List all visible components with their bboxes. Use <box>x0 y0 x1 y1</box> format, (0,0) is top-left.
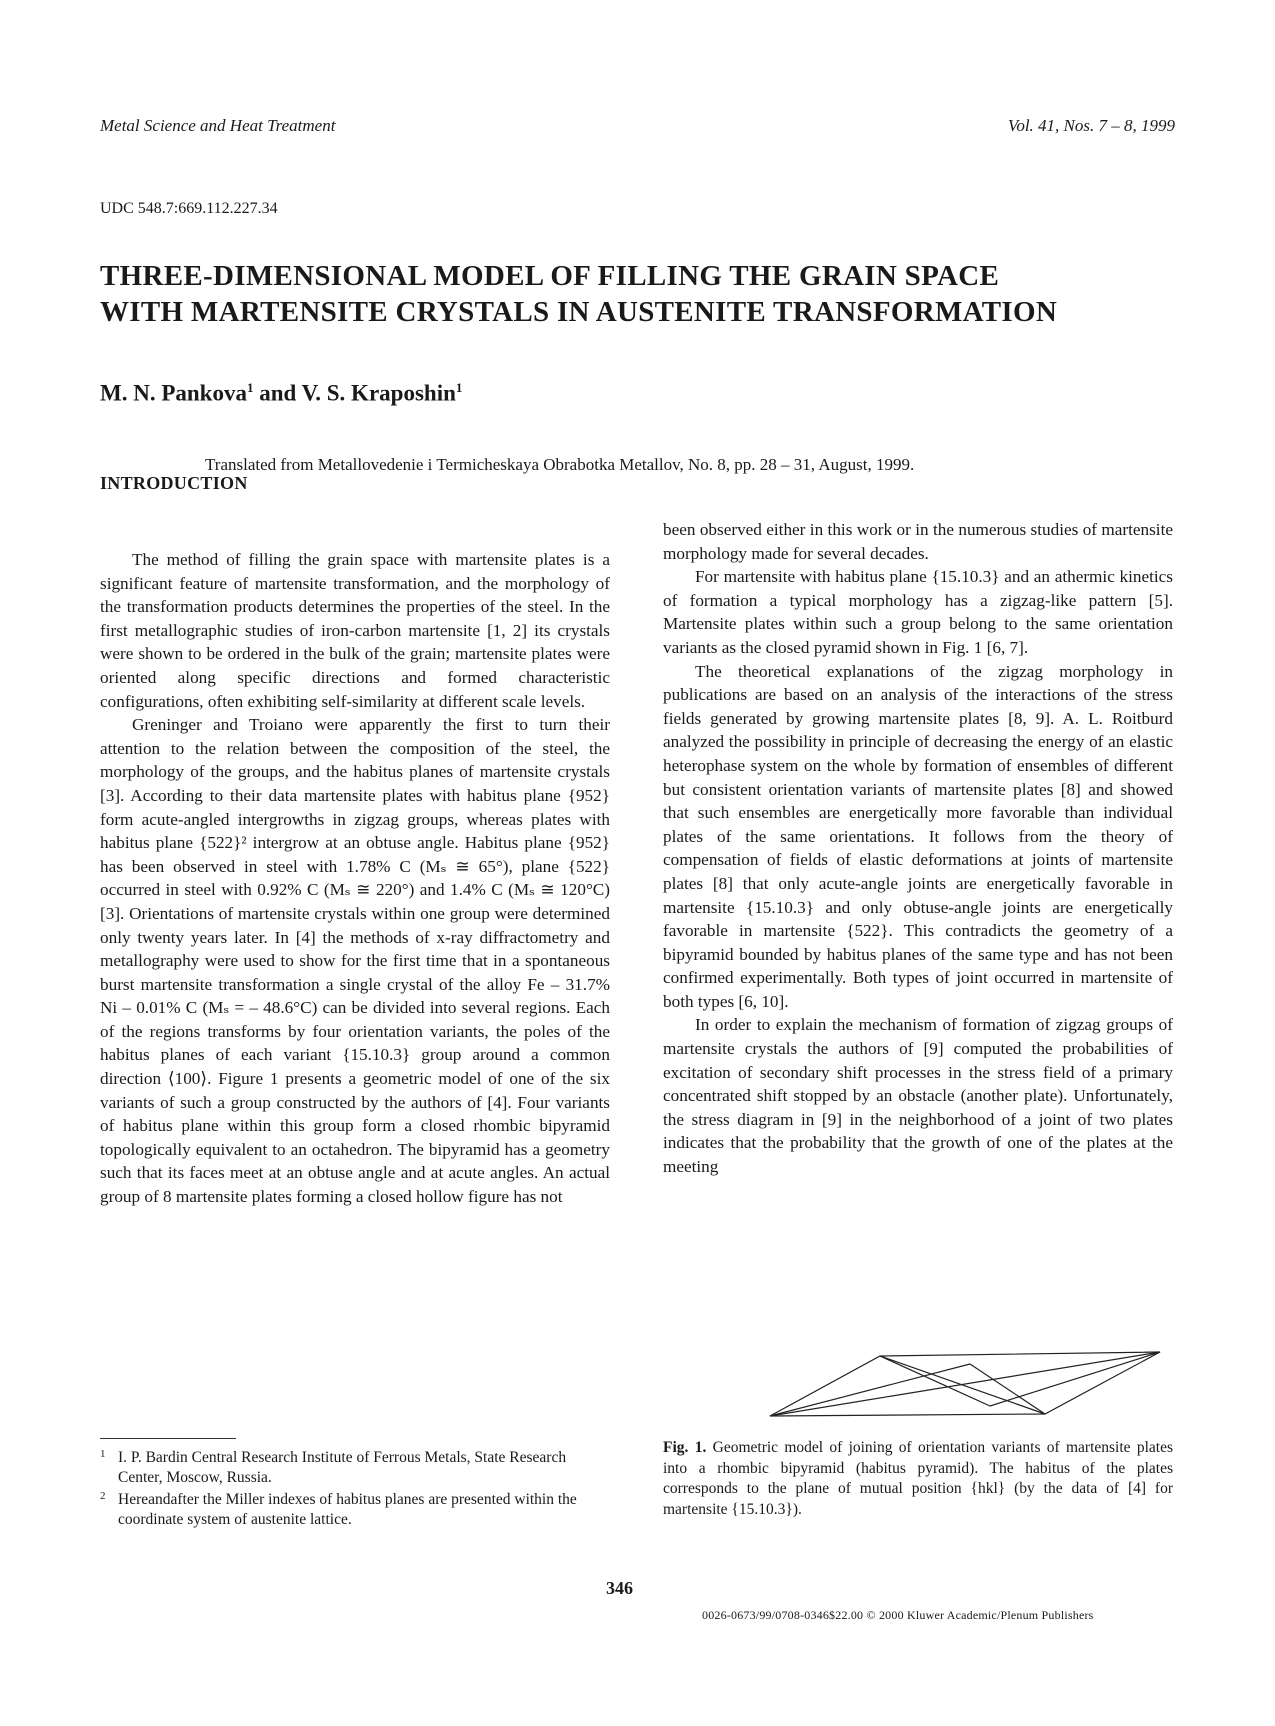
bipyramid-diagonal-short <box>880 1356 1045 1414</box>
udc-code: UDC 548.7:669.112.227.34 <box>100 200 278 217</box>
footnote <box>100 1490 610 1530</box>
page-number: 346 <box>606 1578 633 1598</box>
footnote-mark: 2 <box>100 1490 106 1502</box>
paragraph: been observed either in this work or in the numerous studies of martensite morphology made for several decades. <box>663 520 1173 563</box>
left-column <box>100 473 610 1209</box>
footnote-mark: 1 <box>100 1448 106 1460</box>
title-line-2: WITH MARTENSITE CRYSTALS IN AUSTENITE TRANSFORMATION <box>100 296 1058 328</box>
figure-1-bipyramid-diagram <box>760 1344 1180 1429</box>
paragraph: For martensite with habitus plane {15.10.3} and an athermic kinetics of formation a typical morphology has a zigzag-like pattern [5]. Martensite plates within such a group belong to the same orientation variants as the closed pyramid shown in Fig. 1 [6, 7]. <box>663 567 1173 657</box>
figure-label: Fig. 1. <box>663 1439 707 1456</box>
footnote-text: I. P. Bardin Central Research Institute of Ferrous Metals, State Research Center, Moscow, Russia. <box>118 1449 567 1486</box>
figure-1-caption <box>663 1438 1173 1520</box>
footnote-divider <box>100 1438 236 1439</box>
title-line-1: THREE-DIMENSIONAL MODEL OF FILLING THE GRAIN SPACE <box>100 260 1000 292</box>
translation-note: Translated from Metallovedenie i Termicheskaya Obrabotka Metallov, No. 8, pp. 28 – 31, August, 1999. <box>205 455 915 474</box>
bipyramid-edge <box>770 1364 970 1416</box>
volume-info: Vol. 41, Nos. 7 – 8, 1999 <box>1007 116 1175 135</box>
author-2: V. S. Kraposhin <box>301 380 456 406</box>
author-1-affiliation-mark: 1 <box>246 380 254 395</box>
figure-caption-text: Geometric model of joining of orientation variants of martensite plates into a rhombic bipyramid (habitus pyramid). The habitus of the plates corresponds to the plane of mutual position {hkl} (by the data of [4] for martensite {15.10.3}). <box>663 1439 1174 1518</box>
section-heading-introduction: INTRODUCTION <box>100 473 248 493</box>
copyright-line: 0026-0673/99/0708-0346$22.00 © 2000 Kluwer Academic/Plenum Publishers <box>702 1608 1094 1622</box>
right-column <box>663 518 1173 1179</box>
author-2-affiliation-mark: 1 <box>455 380 463 395</box>
journal-name: Metal Science and Heat Treatment <box>100 116 336 135</box>
author-1: M. N. Pankova <box>100 380 247 406</box>
footnotes <box>100 1448 610 1532</box>
paragraph: Greninger and Troiano were apparently the first to turn their attention to the relation between the composition of the steel, the morphology of the groups, and the habitus planes of martensite crystals [3]. According to their data martensite plates with habitus plane {952} form acute-angled intergrowths in zigzag groups, whereas plates with habitus plane {522}² intergrow at an obtuse angle. Habitus plane {952} has been observed in steel with 1.78% C (Mₛ ≅ 65°), plane {522} occurred in steel with 0.92% C (Mₛ ≅ 220°) and 1.4% C (Mₛ ≅ 120°C) [3]. Orientations of martensite crystals within one group were determined only twenty years later. In [4] the methods of x-ray diffractometry and metallography were used to show for the first time that in a spontaneous burst martensite transformation a single crystal of the alloy Fe – 31.7% Ni – 0.01% C (Mₛ = – 48.6°C) can be divided into several regions. Each of the regions transforms by four orientation variants, the poles of the habitus planes of each variant {15.10.3} group around a common direction ⟨100⟩. Figure 1 presents a geometric model of one of the six variants of such a group constructed by the authors of [4]. Four variants of habitus plane within this group form a closed rhombic bipyramid topologically equivalent to an octahedron. The bipyramid has a geometry such that its faces meet at an obtuse angle and at acute angles. An actual group of 8 martensite plates forming a closed hollow figure has not <box>100 715 610 1207</box>
footnote <box>100 1448 610 1488</box>
authors <box>100 380 462 407</box>
article-title <box>100 258 1180 330</box>
paragraph: The theoretical explanations of the zigzag morphology in publications are based on an analysis of the interactions of the stress fields generated by growing martensite plates [8, 9]. A. L. Roitburd analyzed the possibility in principle of decreasing the energy of an elastic heterophase system on the whole by formation of ensembles of different but consistent orientation variants of martensite plates [8] and showed that such ensembles are energetically more favorable than individual plates of the same orientations. It follows from the theory of compensation of fields of elastic deformations at joints of martensite plates [8] that only acute-angle joints are energetically favorable in martensite {15.10.3} and only obtuse-angle joints are energetically favorable in martensite {522}. This contradicts the geometry of a bipyramid bounded by habitus planes of the same type and has not been confirmed experimentally. Both types of joint occurred in martensite of both types [6, 10]. <box>663 661 1173 1011</box>
authors-conjunction: and <box>253 380 302 406</box>
bipyramid-edge <box>970 1364 1045 1414</box>
paragraph: The method of filling the grain space with martensite plates is a significant feature of martensite transformation, and the morphology of the transformation products determines the properties of the steel. In the first metallographic studies of iron-carbon martensite [1, 2] its crystals were shown to be ordered in the bulk of the grain; martensite plates were oriented along specific directions and formed characteristic configurations, often exhibiting self-similarity at different scale levels. <box>100 550 610 711</box>
bipyramid-svg <box>760 1344 1180 1424</box>
paragraph: In order to explain the mechanism of formation of zigzag groups of martensite crystals the authors of [9] computed the probabilities of excitation of secondary shift processes in the stress field of a primary concentrated shift stopped by an obstacle (another plate). Unfortunately, the stress diagram in [9] in the neighborhood of a joint of two plates indicates that the probability that the growth of one of the plates at the meeting <box>663 1015 1173 1177</box>
footnote-text: Hereandafter the Miller indexes of habitus planes are presented within the coordinate system of austenite lattice. <box>118 1491 577 1528</box>
bipyramid-edge <box>880 1356 990 1406</box>
